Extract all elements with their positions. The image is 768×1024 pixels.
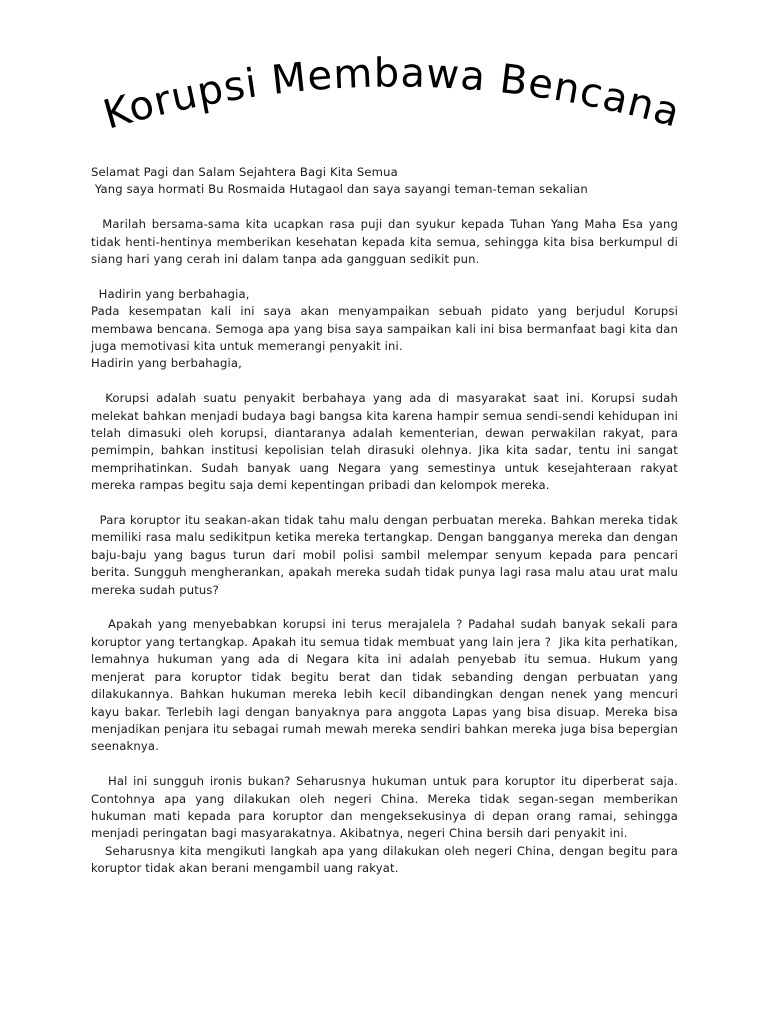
greeting-line: Selamat Pagi dan Salam Sejahtera Bagi Kita Semua bbox=[91, 165, 398, 179]
paragraph: Apakah yang menyebabkan korupsi ini terus merajalela ? Padahal sudah banyak sekali para koruptor yang tertangkap. Apakah itu semua tidak membuat yang lain jera ? Jika kita perhatikan, lemahnya hukuman yang ada di Negara kita ini adalah penyebab itu semua. Hukum yang menjerat para koruptor tidak begitu berat dan tidak sebanding dengan perbuatan yang dilakukannya. Bahkan hukuman mereka lebih kecil dibandingkan dengan nenek yang mencuri kayu bakar. Terlebih lagi dengan banyaknya para anggota Lapas yang bisa disuap. Mereka bisa menjadikan penjara itu sebagai rumah mewah mereka sendiri bahkan mereka juga bisa bepergian seenaknya. bbox=[91, 617, 682, 754]
paragraph: Korupsi adalah suatu penyakit berbahaya yang ada di masyarakat saat ini. Korupsi sudah melekat bahkan menjadi budaya bagi bangsa kita karena hampir semua sendi-sendi kehidupan ini telah dimasuki oleh korupsi, diantaranya adalah kementerian, dewan perwakilan rakyat, para pemimpin, bahkan institusi kepolisian telah dirasuki olehnya. Jika kita sadar, tentu ini sangat memprihatinkan. Sudah banyak uang Negara yang semestinya untuk kesejahteraan rakyat mereka rampas begitu saja demi kepentingan pribadi dan kelompok mereka. bbox=[91, 391, 682, 493]
paragraph: Para koruptor itu seakan-akan tidak tahu malu dengan perbuatan mereka. Bahkan mereka tidak memiliki rasa malu sedikitpun ketika mereka tertangkap. Dengan bangganya mereka dan dengan baju-baju yang bagus turun dari mobil polisi sambil melempar senyum kepada para pencari berita. Sungguh mengherankan, apakah mereka sudah tidak punya lagi rasa malu atau urat malu mereka sudah putus? bbox=[91, 513, 682, 597]
paragraph-gap bbox=[91, 199, 678, 216]
title-wordart bbox=[0, 0, 768, 150]
paragraph-gap bbox=[91, 756, 678, 773]
paragraph: Hal ini sungguh ironis bukan? Seharusnya hukuman untuk para koruptor itu diperberat saja. Contohnya apa yang dilakukan oleh negeri China. Mereka tidak segan-segan memberikan hukuman mati kepada para koruptor dan mengeksekusinya di depan orang ramai, sehingga menjadi peringatan bagi masyarakatnya. Akibatnya, negeri China bersih dari penyakit ini. bbox=[91, 774, 682, 841]
paragraph: Hadirin yang berbahagia, bbox=[91, 286, 250, 301]
title-wordart-svg bbox=[0, 0, 768, 150]
paragraph-gap bbox=[91, 373, 678, 390]
paragraph-gap bbox=[91, 495, 678, 512]
svg-text:Korupsi Membawa Bencana bbox=[98, 50, 685, 138]
paragraph: Hadirin yang berbahagia, bbox=[91, 356, 242, 371]
paragraph: Marilah bersama-sama kita ucapkan rasa puji dan syukur kepada Tuhan Yang Maha Esa yang tidak henti-hentinya memberikan kesehatan kepada kita semua, sehingga kita bisa berkumpul di siang hari yang cerah ini dalam tanpa ada gangguan sedikit pun. bbox=[91, 217, 682, 267]
paragraph-gap bbox=[91, 599, 678, 616]
greeting-line: Yang saya hormati Bu Rosmaida Hutagaol dan saya sayangi teman-teman sekalian bbox=[91, 182, 588, 197]
page-title: Korupsi Membawa Bencana bbox=[98, 50, 686, 139]
paragraph-gap bbox=[91, 268, 678, 285]
paragraph: Seharusnya kita mengikuti langkah apa yang dilakukan oleh negeri China, dengan begitu para koruptor tidak akan berani mengambil uang rakyat. bbox=[91, 843, 682, 876]
speech-body bbox=[91, 164, 682, 878]
paragraph: Pada kesempatan kali ini saya akan menyampaikan sebuah pidato yang berjudul Korupsi membawa bencana. Semoga apa yang bisa saya sampaikan kali ini bisa bermanfaat bagi kita dan juga memotivasi kita untuk memerangi penyakit ini. bbox=[91, 304, 678, 354]
